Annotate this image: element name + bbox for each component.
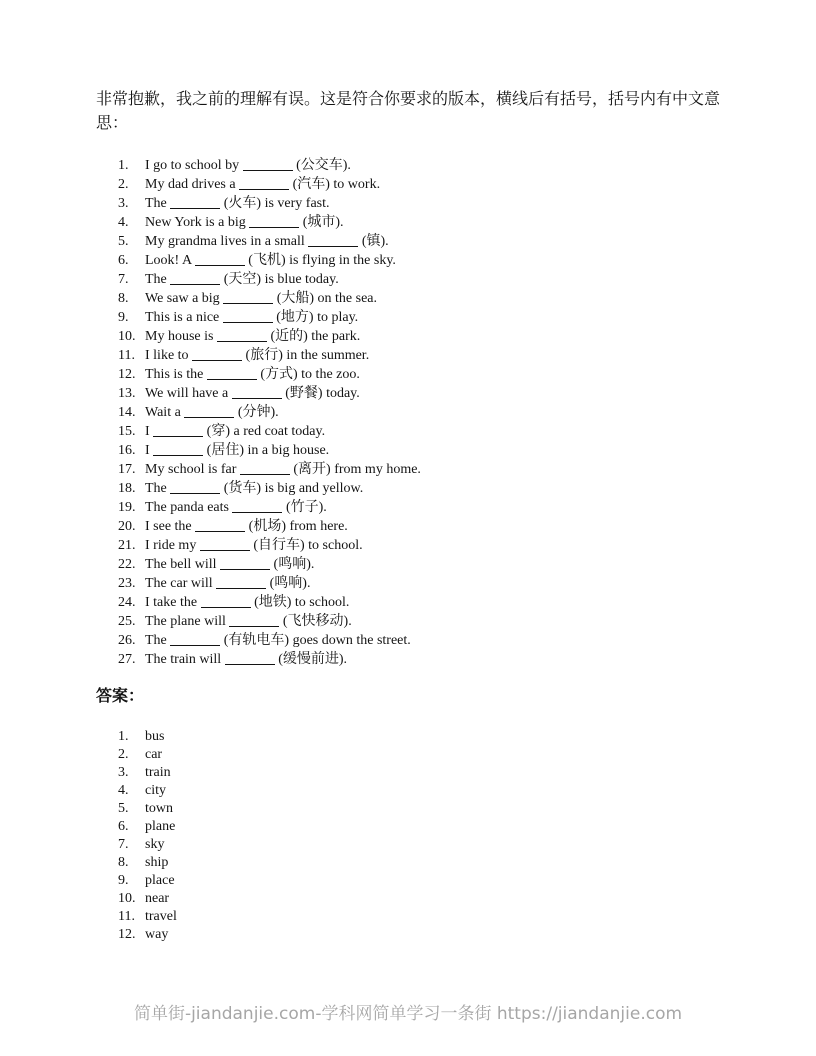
chinese-hint: (公交车). xyxy=(296,158,351,173)
item-text-before: I xyxy=(145,424,150,439)
answer-blank xyxy=(195,519,245,532)
chinese-hint: (机场) xyxy=(248,519,286,534)
answer-blank xyxy=(170,481,220,494)
item-text-after: to work. xyxy=(333,177,381,192)
exercise-item xyxy=(118,441,720,460)
answer-blank xyxy=(170,272,220,285)
item-number: 13. xyxy=(118,386,136,401)
answer-number: 6. xyxy=(118,819,129,834)
page-footer xyxy=(0,1001,816,1027)
answer-number: 11. xyxy=(118,909,135,924)
exercise-item xyxy=(118,555,720,574)
answer-number: 4. xyxy=(118,783,129,798)
answer-item xyxy=(118,746,720,764)
item-number: 5. xyxy=(118,234,129,249)
item-text-before: I see the xyxy=(145,519,192,534)
chinese-hint: (居住) xyxy=(206,443,244,458)
item-text-before: My dad drives a xyxy=(145,177,236,192)
exercise-item xyxy=(118,384,720,403)
exercise-item xyxy=(118,308,720,327)
item-text-before: The train will xyxy=(145,652,222,667)
item-text-before: I ride my xyxy=(145,538,197,553)
exercise-item xyxy=(118,498,720,517)
answer-blank xyxy=(232,500,282,513)
chinese-hint: (竹子). xyxy=(285,500,327,515)
item-number: 3. xyxy=(118,196,129,211)
answer-number: 12. xyxy=(118,927,136,942)
answer-item xyxy=(118,818,720,836)
answer-blank xyxy=(201,595,251,608)
item-text-before: The xyxy=(145,481,167,496)
item-text-before: I go to school by xyxy=(145,158,240,173)
answer-word: place xyxy=(145,873,175,888)
chinese-hint: (汽车) xyxy=(292,177,330,192)
chinese-hint: (自行车) xyxy=(253,538,305,553)
item-number: 21. xyxy=(118,538,136,553)
exercise-item xyxy=(118,365,720,384)
item-text-before: The bell will xyxy=(145,557,217,572)
answer-word: bus xyxy=(145,729,165,744)
item-text-before: The plane will xyxy=(145,614,226,629)
exercise-item xyxy=(118,536,720,555)
item-number: 16. xyxy=(118,443,136,458)
item-text-before: New York is a big xyxy=(145,215,246,230)
answer-number: 8. xyxy=(118,855,129,870)
answer-item xyxy=(118,890,720,908)
item-text-after: is very fast. xyxy=(264,196,330,211)
answer-item xyxy=(118,728,720,746)
answer-item xyxy=(118,872,720,890)
item-text-before: Wait a xyxy=(145,405,181,420)
item-number: 2. xyxy=(118,177,129,192)
answer-list xyxy=(96,728,720,944)
answer-blank xyxy=(223,310,273,323)
chinese-hint: (火车) xyxy=(223,196,262,211)
item-text-before: We saw a big xyxy=(145,291,220,306)
answer-blank xyxy=(170,196,220,209)
item-number: 15. xyxy=(118,424,136,439)
item-number: 10. xyxy=(118,329,136,344)
item-text-before: This is a nice xyxy=(145,310,220,325)
item-text-after: to play. xyxy=(317,310,359,325)
item-text-before: My school is far xyxy=(145,462,237,477)
exercise-item xyxy=(118,213,720,232)
item-text-before: The xyxy=(145,196,167,211)
chinese-hint: (鸣响). xyxy=(273,557,315,572)
item-text-after: the park. xyxy=(311,329,361,344)
item-number: 11. xyxy=(118,348,135,363)
item-number: 12. xyxy=(118,367,136,382)
answer-blank xyxy=(207,367,257,380)
chinese-hint: (地铁) xyxy=(254,595,292,610)
chinese-hint: (货车) xyxy=(223,481,262,496)
chinese-hint: (缓慢前进). xyxy=(278,652,348,667)
answer-word: town xyxy=(145,801,173,816)
answer-number: 9. xyxy=(118,873,129,888)
item-text-before: I xyxy=(145,443,150,458)
exercise-item xyxy=(118,251,720,270)
answer-blank xyxy=(249,215,299,228)
exercise-item xyxy=(118,574,720,593)
footer-watermark-text: 简单街-jiandanjie.com-学科网简单学习一条街 https://jiandanjie.com xyxy=(133,1004,683,1024)
item-number: 20. xyxy=(118,519,136,534)
answer-blank xyxy=(170,633,220,646)
item-text-before: I like to xyxy=(145,348,189,363)
item-text-before: Look! A xyxy=(145,253,192,268)
item-text-after: is flying in the sky. xyxy=(289,253,396,268)
item-number: 24. xyxy=(118,595,136,610)
item-text-after: to the zoo. xyxy=(301,367,360,382)
item-text-after: in the summer. xyxy=(286,348,370,363)
item-number: 4. xyxy=(118,215,129,230)
answer-word: city xyxy=(145,783,166,798)
item-text-before: My grandma lives in a small xyxy=(145,234,305,249)
answer-blank xyxy=(195,253,245,266)
item-text-after: in a big house. xyxy=(247,443,330,458)
item-number: 25. xyxy=(118,614,136,629)
answer-number: 2. xyxy=(118,747,129,762)
exercise-item xyxy=(118,593,720,612)
answer-item xyxy=(118,854,720,872)
item-text-after: goes down the street. xyxy=(292,633,411,648)
item-text-before: This is the xyxy=(145,367,204,382)
chinese-hint: (离开) xyxy=(293,462,331,477)
chinese-hint: (鸣响). xyxy=(269,576,311,591)
answer-blank xyxy=(192,348,242,361)
item-number: 9. xyxy=(118,310,129,325)
item-number: 19. xyxy=(118,500,136,515)
item-number: 27. xyxy=(118,652,136,667)
item-text-after: is big and yellow. xyxy=(264,481,364,496)
item-text-after: a red coat today. xyxy=(233,424,326,439)
exercise-item xyxy=(118,517,720,536)
item-text-after: to school. xyxy=(294,595,350,610)
item-number: 23. xyxy=(118,576,136,591)
answer-blank xyxy=(153,424,203,437)
answer-item xyxy=(118,836,720,854)
answer-blank xyxy=(308,234,358,247)
answer-number: 5. xyxy=(118,801,129,816)
item-number: 26. xyxy=(118,633,136,648)
answer-word: ship xyxy=(145,855,169,870)
answer-blank xyxy=(225,652,275,665)
answer-blank xyxy=(153,443,203,456)
chinese-hint: (城市). xyxy=(302,215,344,230)
answer-word: near xyxy=(145,891,170,906)
exercise-item xyxy=(118,631,720,650)
item-text-before: My house is xyxy=(145,329,214,344)
chinese-hint: (分钟). xyxy=(237,405,279,420)
item-text-after: on the sea. xyxy=(317,291,377,306)
answers-heading: 答案： xyxy=(96,688,145,705)
answer-word: sky xyxy=(145,837,165,852)
answer-number: 10. xyxy=(118,891,136,906)
answer-item xyxy=(118,782,720,800)
answer-blank xyxy=(229,614,279,627)
answer-blank xyxy=(232,386,282,399)
item-text-before: The xyxy=(145,633,167,648)
answer-number: 7. xyxy=(118,837,129,852)
chinese-hint: (旅行) xyxy=(245,348,283,363)
exercise-item xyxy=(118,479,720,498)
item-text-after: today. xyxy=(326,386,360,401)
answer-item xyxy=(118,908,720,926)
exercise-item xyxy=(118,460,720,479)
answer-blank xyxy=(200,538,250,551)
chinese-hint: (天空) xyxy=(223,272,262,287)
exercise-item xyxy=(118,422,720,441)
item-text-before: The panda eats xyxy=(145,500,229,515)
answer-word: travel xyxy=(145,909,177,924)
item-text-before: I take the xyxy=(145,595,198,610)
answer-item xyxy=(118,764,720,782)
exercise-item xyxy=(118,327,720,346)
item-number: 17. xyxy=(118,462,136,477)
chinese-hint: (方式) xyxy=(260,367,298,382)
chinese-hint: (镇). xyxy=(361,234,389,249)
chinese-hint: (穿) xyxy=(206,424,230,439)
item-text-before: The car will xyxy=(145,576,213,591)
chinese-hint: (飞快移动). xyxy=(282,614,352,629)
answer-word: train xyxy=(145,765,171,780)
answer-number: 1. xyxy=(118,729,129,744)
answer-word: car xyxy=(145,747,163,762)
item-text-before: We will have a xyxy=(145,386,229,401)
answer-blank xyxy=(184,405,234,418)
item-text-before: The xyxy=(145,272,167,287)
item-number: 7. xyxy=(118,272,129,287)
chinese-hint: (地方) xyxy=(276,310,314,325)
answer-word: plane xyxy=(145,819,176,834)
exercise-item xyxy=(118,403,720,422)
item-number: 14. xyxy=(118,405,136,420)
answer-blank xyxy=(220,557,270,570)
chinese-hint: (有轨电车) xyxy=(223,633,290,648)
answer-blank xyxy=(216,576,266,589)
exercise-item xyxy=(118,650,720,669)
exercise-item xyxy=(118,194,720,213)
exercise-item xyxy=(118,612,720,631)
chinese-hint: (大船) xyxy=(276,291,315,306)
exercise-list xyxy=(96,156,720,669)
item-number: 1. xyxy=(118,158,129,173)
answer-blank xyxy=(239,177,289,190)
chinese-hint: (野餐) xyxy=(285,386,323,401)
answer-item xyxy=(118,800,720,818)
intro-text: 非常抱歉，我之前的理解有误。这是符合你要求的版本，横线后有括号，括号内有中文意思： xyxy=(96,91,721,132)
item-number: 18. xyxy=(118,481,136,496)
item-text-after: is blue today. xyxy=(264,272,339,287)
exercise-item xyxy=(118,270,720,289)
item-text-after: from my home. xyxy=(334,462,421,477)
exercise-item xyxy=(118,289,720,308)
answer-blank xyxy=(243,158,293,171)
answer-number: 3. xyxy=(118,765,129,780)
item-number: 6. xyxy=(118,253,129,268)
item-number: 22. xyxy=(118,557,136,572)
item-number: 8. xyxy=(118,291,129,306)
chinese-hint: (近的) xyxy=(270,329,308,344)
answer-item xyxy=(118,926,720,944)
item-text-after: to school. xyxy=(308,538,363,553)
answer-blank xyxy=(217,329,267,342)
item-text-after: from here. xyxy=(289,519,348,534)
exercise-item xyxy=(118,156,720,175)
answer-blank xyxy=(223,291,273,304)
answer-word: way xyxy=(145,927,169,942)
answer-blank xyxy=(240,462,290,475)
exercise-item xyxy=(118,346,720,365)
exercise-item xyxy=(118,232,720,251)
exercise-item xyxy=(118,175,720,194)
chinese-hint: (飞机) xyxy=(248,253,286,268)
